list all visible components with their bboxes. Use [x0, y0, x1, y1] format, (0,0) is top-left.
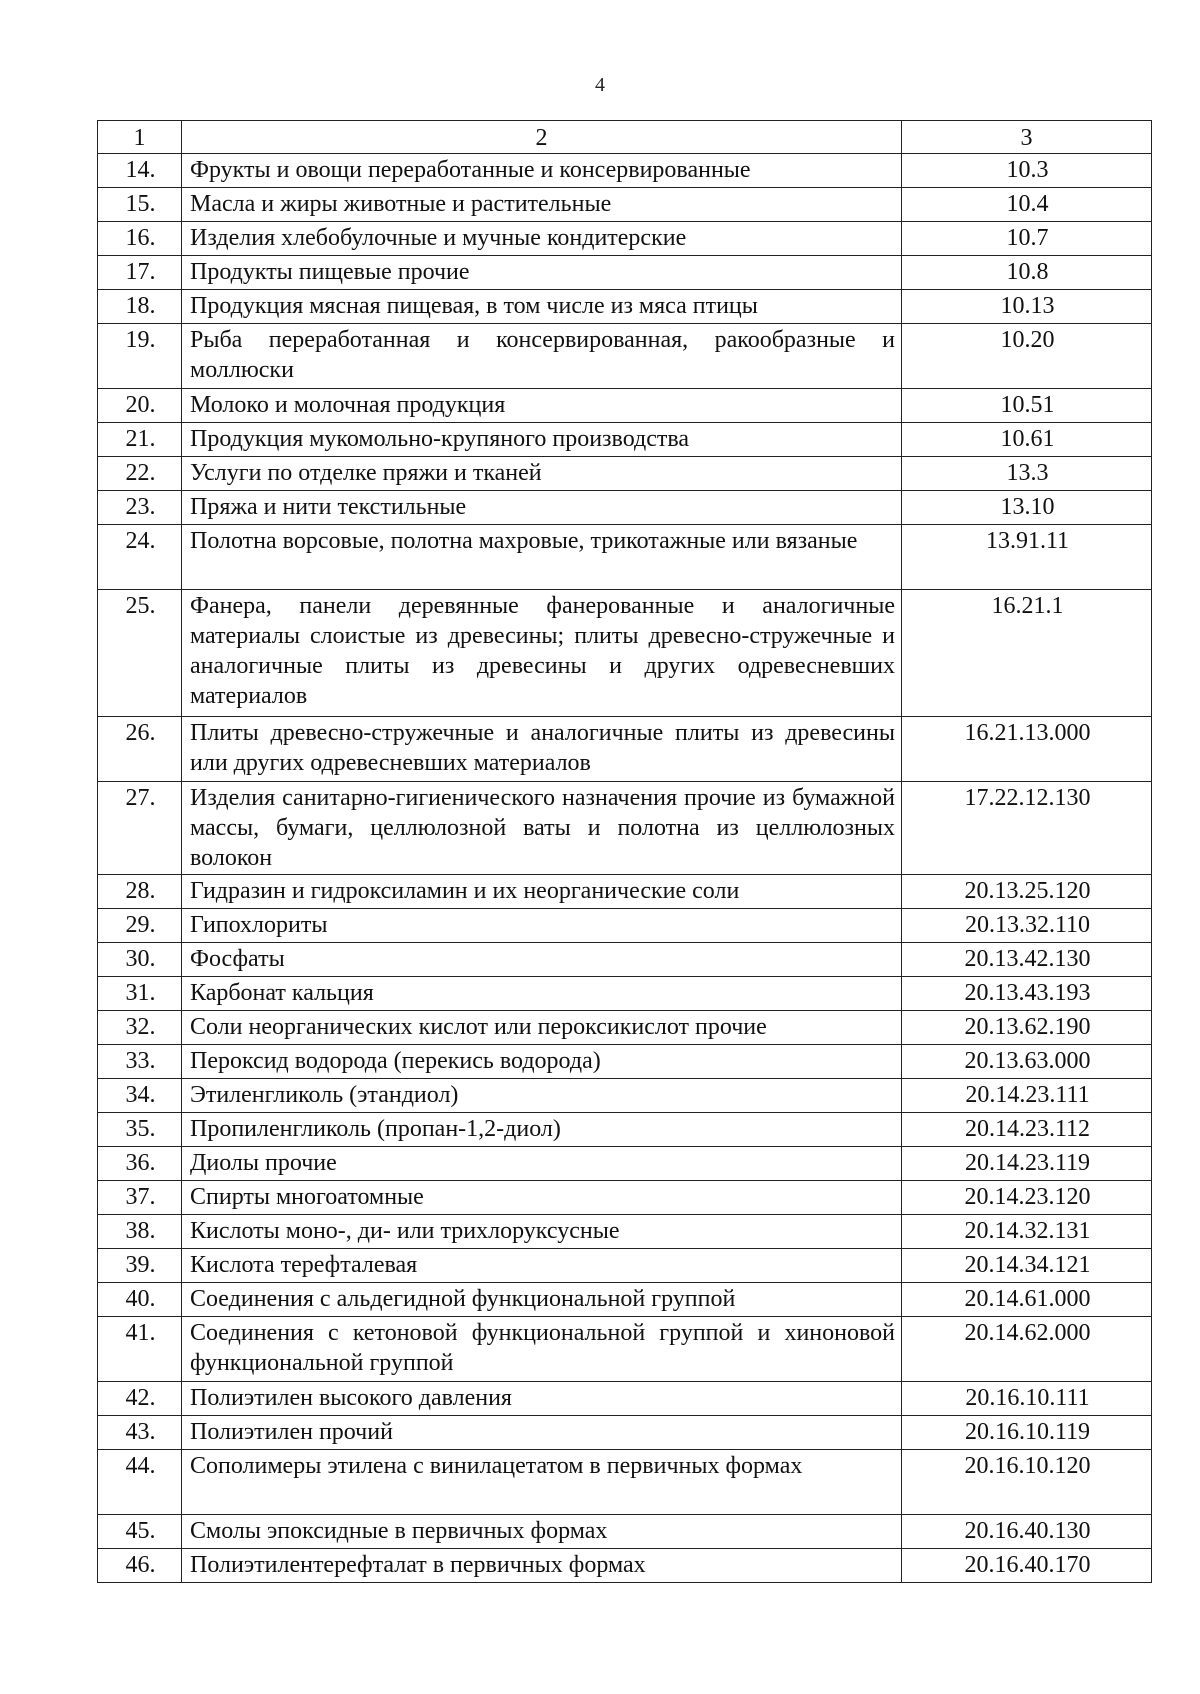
- row-name: Фанера, панели деревянные фанерованные и аналогичные материалы слоистые из древесины; плиты древесно-стружечные и аналогичные плиты из древесины и других одревесневших материалов: [182, 590, 902, 717]
- row-code: 10.13: [902, 290, 1152, 324]
- row-name: Диолы прочие: [182, 1147, 902, 1181]
- row-code: 20.14.62.000: [902, 1317, 1152, 1382]
- row-number: 19.: [98, 324, 182, 389]
- row-number: 41.: [98, 1317, 182, 1382]
- table-row: [98, 909, 1152, 943]
- row-number: 26.: [98, 717, 182, 782]
- row-number: 14.: [98, 154, 182, 188]
- row-number: 42.: [98, 1382, 182, 1416]
- row-code: 13.10: [902, 491, 1152, 525]
- row-code: 20.13.63.000: [902, 1045, 1152, 1079]
- row-number: 27.: [98, 782, 182, 875]
- row-code: 10.8: [902, 256, 1152, 290]
- row-code: 20.13.43.193: [902, 977, 1152, 1011]
- row-name: Соединения с альдегидной функциональной группой: [182, 1283, 902, 1317]
- row-code: 20.16.10.111: [902, 1382, 1152, 1416]
- table-row: [98, 389, 1152, 423]
- row-name: Спирты многоатомные: [182, 1181, 902, 1215]
- row-number: 22.: [98, 457, 182, 491]
- table-header-row: [98, 121, 1152, 154]
- table-row: [98, 324, 1152, 389]
- row-code: 16.21.13.000: [902, 717, 1152, 782]
- row-name: Кислота терефталевая: [182, 1249, 902, 1283]
- row-name: Кислоты моно-, ди- или трихлоруксусные: [182, 1215, 902, 1249]
- row-code: 20.13.32.110: [902, 909, 1152, 943]
- product-code-table: [97, 120, 1152, 1583]
- row-code: 17.22.12.130: [902, 782, 1152, 875]
- row-code: 10.3: [902, 154, 1152, 188]
- row-code: 20.14.34.121: [902, 1249, 1152, 1283]
- row-name: Плиты древесно-стружечные и аналогичные плиты из древесины или других одревесневших материалов: [182, 717, 902, 782]
- row-name: Полиэтилен прочий: [182, 1416, 902, 1450]
- column-header-number: 1: [98, 121, 182, 154]
- row-number: 20.: [98, 389, 182, 423]
- row-number: 39.: [98, 1249, 182, 1283]
- row-name: Услуги по отделке пряжи и тканей: [182, 457, 902, 491]
- table-row: [98, 943, 1152, 977]
- table-row: [98, 1181, 1152, 1215]
- row-number: 30.: [98, 943, 182, 977]
- row-code: 13.91.11: [902, 525, 1152, 590]
- row-name: Пряжа и нити текстильные: [182, 491, 902, 525]
- row-name: Гидразин и гидроксиламин и их неорганические соли: [182, 875, 902, 909]
- row-code: 16.21.1: [902, 590, 1152, 717]
- row-code: 10.61: [902, 423, 1152, 457]
- row-code: 20.13.42.130: [902, 943, 1152, 977]
- row-number: 28.: [98, 875, 182, 909]
- row-name: Фосфаты: [182, 943, 902, 977]
- row-name: Этиленгликоль (этандиол): [182, 1079, 902, 1113]
- page-number: 4: [595, 74, 605, 96]
- row-number: 17.: [98, 256, 182, 290]
- row-name: Изделия санитарно-гигиенического назначения прочие из бумажной массы, бумаги, целлюлозной ваты и полотна из целлюлозных волокон: [182, 782, 902, 875]
- table-row: [98, 1079, 1152, 1113]
- row-number: 24.: [98, 525, 182, 590]
- row-code: 10.4: [902, 188, 1152, 222]
- table-row: [98, 457, 1152, 491]
- table-row: [98, 1011, 1152, 1045]
- row-code: 20.14.23.111: [902, 1079, 1152, 1113]
- table-row: [98, 1113, 1152, 1147]
- table-row: [98, 1147, 1152, 1181]
- row-number: 25.: [98, 590, 182, 717]
- row-code: 13.3: [902, 457, 1152, 491]
- table-row: [98, 1045, 1152, 1079]
- row-name: Масла и жиры животные и растительные: [182, 188, 902, 222]
- row-code: 10.20: [902, 324, 1152, 389]
- row-name: Изделия хлебобулочные и мучные кондитерские: [182, 222, 902, 256]
- table-row: [98, 1317, 1152, 1382]
- row-name: Продукция мясная пищевая, в том числе из мяса птицы: [182, 290, 902, 324]
- table-row: [98, 977, 1152, 1011]
- row-code: 20.16.10.119: [902, 1416, 1152, 1450]
- row-code: 20.14.32.131: [902, 1215, 1152, 1249]
- row-name: Рыба переработанная и консервированная, ракообразные и моллюски: [182, 324, 902, 389]
- row-number: 37.: [98, 1181, 182, 1215]
- table-row: [98, 154, 1152, 188]
- row-name: Смолы эпоксидные в первичных формах: [182, 1515, 902, 1549]
- row-number: 18.: [98, 290, 182, 324]
- row-number: 29.: [98, 909, 182, 943]
- row-code: 20.14.23.119: [902, 1147, 1152, 1181]
- row-number: 45.: [98, 1515, 182, 1549]
- row-number: 43.: [98, 1416, 182, 1450]
- row-number: 33.: [98, 1045, 182, 1079]
- table-row: [98, 290, 1152, 324]
- row-number: 21.: [98, 423, 182, 457]
- row-name: Полиэтилен высокого давления: [182, 1382, 902, 1416]
- table-row: [98, 590, 1152, 717]
- row-code: 10.7: [902, 222, 1152, 256]
- row-code: 20.13.25.120: [902, 875, 1152, 909]
- table-row: [98, 1215, 1152, 1249]
- row-number: 46.: [98, 1549, 182, 1583]
- row-code: 20.16.10.120: [902, 1450, 1152, 1515]
- row-name: Сополимеры этилена с винилацетатом в первичных формах: [182, 1450, 902, 1515]
- table-row: [98, 1382, 1152, 1416]
- row-number: 36.: [98, 1147, 182, 1181]
- row-code: 20.16.40.130: [902, 1515, 1152, 1549]
- table-row: [98, 222, 1152, 256]
- row-code: 20.13.62.190: [902, 1011, 1152, 1045]
- row-name: Соли неорганических кислот или пероксикислот прочие: [182, 1011, 902, 1045]
- table-row: [98, 1515, 1152, 1549]
- row-name: Пероксид водорода (перекись водорода): [182, 1045, 902, 1079]
- row-number: 35.: [98, 1113, 182, 1147]
- row-number: 15.: [98, 188, 182, 222]
- column-header-name: 2: [182, 121, 902, 154]
- row-name: Продукция мукомольно-крупяного производства: [182, 423, 902, 457]
- row-code: 20.14.23.120: [902, 1181, 1152, 1215]
- table-row: [98, 491, 1152, 525]
- row-number: 38.: [98, 1215, 182, 1249]
- table-row: [98, 1283, 1152, 1317]
- table-row: [98, 1549, 1152, 1583]
- row-name: Пропиленгликоль (пропан-1,2-диол): [182, 1113, 902, 1147]
- row-number: 34.: [98, 1079, 182, 1113]
- row-number: 31.: [98, 977, 182, 1011]
- table-row: [98, 188, 1152, 222]
- row-name: Фрукты и овощи переработанные и консервированные: [182, 154, 902, 188]
- table-row: [98, 256, 1152, 290]
- row-name: Молоко и молочная продукция: [182, 389, 902, 423]
- row-name: Полиэтилентерефталат в первичных формах: [182, 1549, 902, 1583]
- row-name: Гипохлориты: [182, 909, 902, 943]
- row-number: 40.: [98, 1283, 182, 1317]
- row-number: 44.: [98, 1450, 182, 1515]
- row-code: 20.16.40.170: [902, 1549, 1152, 1583]
- table-row: [98, 717, 1152, 782]
- table-row: [98, 525, 1152, 590]
- row-code: 20.14.23.112: [902, 1113, 1152, 1147]
- table-row: [98, 1416, 1152, 1450]
- row-name: Соединения с кетоновой функциональной группой и хиноновой функциональной группой: [182, 1317, 902, 1382]
- row-number: 32.: [98, 1011, 182, 1045]
- row-name: Продукты пищевые прочие: [182, 256, 902, 290]
- row-number: 23.: [98, 491, 182, 525]
- table-row: [98, 423, 1152, 457]
- row-name: Полотна ворсовые, полотна махровые, трикотажные или вязаные: [182, 525, 902, 590]
- table-row: [98, 875, 1152, 909]
- row-number: 16.: [98, 222, 182, 256]
- row-code: 10.51: [902, 389, 1152, 423]
- row-code: 20.14.61.000: [902, 1283, 1152, 1317]
- table-row: [98, 1450, 1152, 1515]
- column-header-code: 3: [902, 121, 1152, 154]
- row-name: Карбонат кальция: [182, 977, 902, 1011]
- table-row: [98, 1249, 1152, 1283]
- table-row: [98, 782, 1152, 875]
